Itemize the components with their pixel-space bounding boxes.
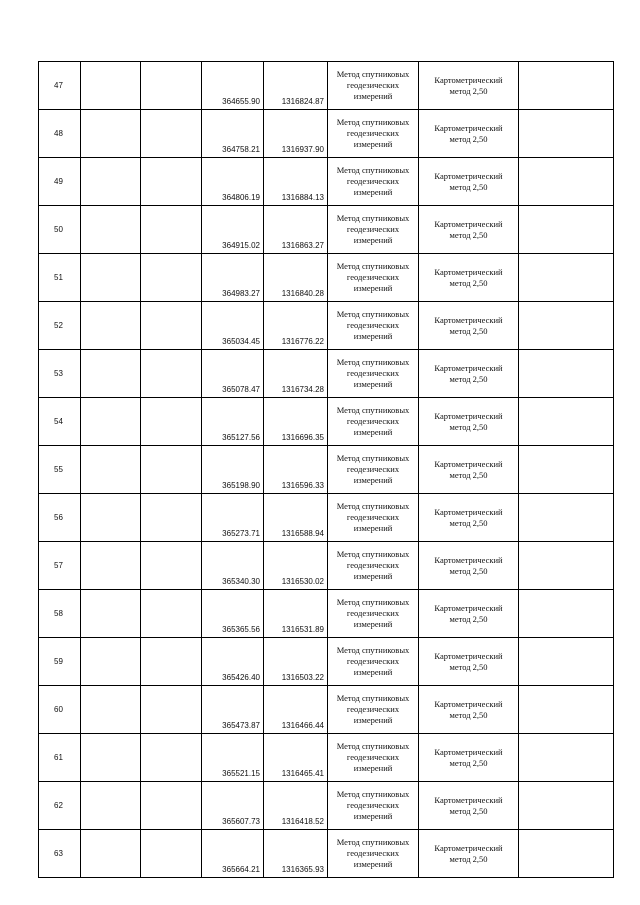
coordinate-x-cell: 365198.90	[202, 446, 264, 494]
empty-cell	[141, 62, 202, 110]
method-text-line: Метод спутниковых	[336, 405, 410, 415]
accuracy-text-line: Картометрический	[434, 650, 503, 661]
accuracy-text-line: Картометрический	[434, 266, 503, 277]
method-text-line: измерений	[353, 379, 393, 389]
method-cell	[328, 686, 419, 734]
coordinate-x-cell: 364655.90	[202, 62, 264, 110]
coordinate-x-cell: 364758.21	[202, 110, 264, 158]
method-text-line: Метод спутниковых	[336, 453, 410, 463]
empty-cell	[81, 542, 141, 590]
table-row	[39, 830, 614, 878]
accuracy-cell	[419, 206, 519, 254]
method-text-line: измерений	[353, 91, 393, 101]
table-body	[39, 62, 614, 878]
coordinate-x-cell: 365273.71	[202, 494, 264, 542]
coordinate-y-cell: 1316466.44	[264, 686, 328, 734]
empty-cell	[81, 782, 141, 830]
empty-cell	[519, 494, 614, 542]
accuracy-cell	[419, 638, 519, 686]
method-cell	[328, 638, 419, 686]
coordinate-x-cell: 365034.45	[202, 302, 264, 350]
point-number-cell: 62	[39, 782, 81, 830]
method-cell	[328, 398, 419, 446]
point-number-cell: 59	[39, 638, 81, 686]
accuracy-text-line: Картометрический	[434, 602, 503, 613]
method-text-line: Метод спутниковых	[336, 597, 410, 607]
empty-cell	[519, 254, 614, 302]
coordinate-x-cell: 364806.19	[202, 158, 264, 206]
coordinate-y-cell: 1316937.90	[264, 110, 328, 158]
empty-cell	[519, 158, 614, 206]
accuracy-cell	[419, 350, 519, 398]
point-number-cell: 63	[39, 830, 81, 878]
accuracy-text-line: метод 2,50	[449, 277, 488, 288]
empty-cell	[141, 494, 202, 542]
coordinate-x-cell: 364983.27	[202, 254, 264, 302]
method-cell	[328, 542, 419, 590]
accuracy-text-line: метод 2,50	[449, 565, 488, 576]
method-text-line: измерений	[353, 331, 393, 341]
method-cell	[328, 110, 419, 158]
point-number-cell: 52	[39, 302, 81, 350]
accuracy-text-line: метод 2,50	[449, 85, 488, 96]
method-text-line: измерений	[353, 763, 393, 773]
method-cell	[328, 302, 419, 350]
method-text-line: Метод спутниковых	[336, 165, 410, 175]
accuracy-text-line: метод 2,50	[449, 517, 488, 528]
method-text-line: геодезических	[346, 848, 400, 858]
accuracy-text-line: метод 2,50	[449, 133, 488, 144]
method-text-line: измерений	[353, 283, 393, 293]
method-text-line: геодезических	[346, 80, 400, 90]
method-text-line: измерений	[353, 571, 393, 581]
empty-cell	[519, 638, 614, 686]
table-row	[39, 782, 614, 830]
method-text-line: измерений	[353, 523, 393, 533]
coordinate-y-cell: 1316465.41	[264, 734, 328, 782]
method-text-line: Метод спутниковых	[336, 837, 410, 847]
accuracy-text-line: Картометрический	[434, 458, 503, 469]
method-text-line: геодезических	[346, 176, 400, 186]
table-row	[39, 302, 614, 350]
method-text-line: геодезических	[346, 752, 400, 762]
coordinate-x-cell: 365521.15	[202, 734, 264, 782]
table-row	[39, 158, 614, 206]
method-text-line: измерений	[353, 235, 393, 245]
method-text-line: Метод спутниковых	[336, 693, 410, 703]
point-number-cell: 61	[39, 734, 81, 782]
coordinate-x-cell: 365473.87	[202, 686, 264, 734]
accuracy-cell	[419, 590, 519, 638]
accuracy-text-line: метод 2,50	[449, 373, 488, 384]
accuracy-text-line: метод 2,50	[449, 469, 488, 480]
accuracy-text-line: метод 2,50	[449, 853, 488, 864]
method-text-line: Метод спутниковых	[336, 261, 410, 271]
empty-cell	[519, 830, 614, 878]
empty-cell	[519, 206, 614, 254]
coordinate-y-cell: 1316696.35	[264, 398, 328, 446]
point-number-cell: 51	[39, 254, 81, 302]
accuracy-text-line: метод 2,50	[449, 709, 488, 720]
coordinate-y-cell: 1316824.87	[264, 62, 328, 110]
accuracy-cell	[419, 494, 519, 542]
accuracy-text-line: метод 2,50	[449, 229, 488, 240]
accuracy-text-line: Картометрический	[434, 218, 503, 229]
method-text-line: измерений	[353, 715, 393, 725]
point-number-cell: 54	[39, 398, 81, 446]
point-number-cell: 57	[39, 542, 81, 590]
accuracy-cell	[419, 110, 519, 158]
coordinate-y-cell: 1316840.28	[264, 254, 328, 302]
empty-cell	[81, 254, 141, 302]
coordinate-y-cell: 1316863.27	[264, 206, 328, 254]
accuracy-text-line: Картометрический	[434, 170, 503, 181]
coordinate-x-cell: 365664.21	[202, 830, 264, 878]
accuracy-text-line: метод 2,50	[449, 181, 488, 192]
empty-cell	[141, 686, 202, 734]
accuracy-cell	[419, 830, 519, 878]
coordinate-y-cell: 1316884.13	[264, 158, 328, 206]
empty-cell	[141, 158, 202, 206]
table-row	[39, 254, 614, 302]
method-cell	[328, 782, 419, 830]
method-text-line: измерений	[353, 427, 393, 437]
empty-cell	[81, 734, 141, 782]
empty-cell	[141, 782, 202, 830]
method-text-line: геодезических	[346, 560, 400, 570]
empty-cell	[141, 590, 202, 638]
accuracy-cell	[419, 302, 519, 350]
table-row	[39, 542, 614, 590]
empty-cell	[519, 398, 614, 446]
empty-cell	[81, 686, 141, 734]
table-row	[39, 62, 614, 110]
method-text-line: измерений	[353, 859, 393, 869]
empty-cell	[81, 446, 141, 494]
method-cell	[328, 206, 419, 254]
empty-cell	[141, 542, 202, 590]
method-cell	[328, 494, 419, 542]
method-text-line: измерений	[353, 619, 393, 629]
method-text-line: геодезических	[346, 800, 400, 810]
accuracy-text-line: метод 2,50	[449, 613, 488, 624]
empty-cell	[141, 638, 202, 686]
coordinate-x-cell: 365340.30	[202, 542, 264, 590]
accuracy-text-line: Картометрический	[434, 698, 503, 709]
method-cell	[328, 350, 419, 398]
accuracy-cell	[419, 158, 519, 206]
coordinate-y-cell: 1316365.93	[264, 830, 328, 878]
method-text-line: Метод спутниковых	[336, 789, 410, 799]
accuracy-text-line: Картометрический	[434, 506, 503, 517]
method-text-line: Метод спутниковых	[336, 357, 410, 367]
empty-cell	[81, 350, 141, 398]
table-row	[39, 734, 614, 782]
point-number-cell: 60	[39, 686, 81, 734]
method-text-line: геодезических	[346, 224, 400, 234]
empty-cell	[81, 398, 141, 446]
table-row	[39, 110, 614, 158]
empty-cell	[141, 110, 202, 158]
point-number-cell: 49	[39, 158, 81, 206]
method-cell	[328, 254, 419, 302]
coordinate-x-cell: 364915.02	[202, 206, 264, 254]
table-row	[39, 446, 614, 494]
empty-cell	[519, 302, 614, 350]
accuracy-text-line: метод 2,50	[449, 325, 488, 336]
coordinate-y-cell: 1316530.02	[264, 542, 328, 590]
empty-cell	[141, 350, 202, 398]
table-row	[39, 206, 614, 254]
method-text-line: геодезических	[346, 464, 400, 474]
method-cell	[328, 158, 419, 206]
point-number-cell: 48	[39, 110, 81, 158]
method-text-line: Метод спутниковых	[336, 69, 410, 79]
empty-cell	[81, 590, 141, 638]
accuracy-text-line: Картометрический	[434, 74, 503, 85]
empty-cell	[519, 782, 614, 830]
table-row	[39, 638, 614, 686]
coordinate-x-cell: 365127.56	[202, 398, 264, 446]
table-row	[39, 494, 614, 542]
method-text-line: геодезических	[346, 416, 400, 426]
method-cell	[328, 446, 419, 494]
empty-cell	[519, 446, 614, 494]
method-text-line: геодезических	[346, 128, 400, 138]
empty-cell	[141, 302, 202, 350]
accuracy-text-line: Картометрический	[434, 362, 503, 373]
method-text-line: геодезических	[346, 320, 400, 330]
method-text-line: Метод спутниковых	[336, 741, 410, 751]
table-row	[39, 686, 614, 734]
accuracy-cell	[419, 446, 519, 494]
accuracy-text-line: метод 2,50	[449, 805, 488, 816]
method-text-line: измерений	[353, 667, 393, 677]
accuracy-cell	[419, 62, 519, 110]
point-number-cell: 58	[39, 590, 81, 638]
method-text-line: Метод спутниковых	[336, 549, 410, 559]
empty-cell	[141, 830, 202, 878]
empty-cell	[141, 398, 202, 446]
method-text-line: Метод спутниковых	[336, 309, 410, 319]
accuracy-text-line: метод 2,50	[449, 661, 488, 672]
empty-cell	[81, 494, 141, 542]
table-row	[39, 590, 614, 638]
method-cell	[328, 62, 419, 110]
accuracy-cell	[419, 398, 519, 446]
point-number-cell: 47	[39, 62, 81, 110]
method-text-line: геодезических	[346, 704, 400, 714]
method-text-line: геодезических	[346, 272, 400, 282]
empty-cell	[519, 110, 614, 158]
method-cell	[328, 830, 419, 878]
accuracy-cell	[419, 782, 519, 830]
empty-cell	[81, 638, 141, 686]
coordinate-y-cell: 1316596.33	[264, 446, 328, 494]
accuracy-text-line: Картометрический	[434, 842, 503, 853]
method-text-line: Метод спутниковых	[336, 501, 410, 511]
empty-cell	[81, 158, 141, 206]
coordinate-y-cell: 1316776.22	[264, 302, 328, 350]
accuracy-text-line: Картометрический	[434, 314, 503, 325]
empty-cell	[141, 206, 202, 254]
accuracy-cell	[419, 686, 519, 734]
empty-cell	[81, 62, 141, 110]
method-text-line: геодезических	[346, 512, 400, 522]
method-cell	[328, 590, 419, 638]
empty-cell	[519, 350, 614, 398]
point-number-cell: 53	[39, 350, 81, 398]
method-text-line: Метод спутниковых	[336, 645, 410, 655]
empty-cell	[81, 302, 141, 350]
accuracy-cell	[419, 542, 519, 590]
empty-cell	[141, 254, 202, 302]
coordinate-x-cell: 365365.56	[202, 590, 264, 638]
empty-cell	[519, 686, 614, 734]
empty-cell	[519, 62, 614, 110]
coordinate-y-cell: 1316531.89	[264, 590, 328, 638]
coordinate-y-cell: 1316418.52	[264, 782, 328, 830]
accuracy-text-line: Картометрический	[434, 794, 503, 805]
empty-cell	[519, 590, 614, 638]
coordinate-y-cell: 1316588.94	[264, 494, 328, 542]
point-number-cell: 55	[39, 446, 81, 494]
empty-cell	[519, 542, 614, 590]
method-cell	[328, 734, 419, 782]
method-text-line: геодезических	[346, 608, 400, 618]
coordinates-table	[38, 61, 614, 878]
accuracy-text-line: Картометрический	[434, 554, 503, 565]
empty-cell	[81, 206, 141, 254]
method-text-line: измерений	[353, 811, 393, 821]
point-number-cell: 50	[39, 206, 81, 254]
point-number-cell: 56	[39, 494, 81, 542]
coordinate-x-cell: 365607.73	[202, 782, 264, 830]
empty-cell	[141, 446, 202, 494]
method-text-line: геодезических	[346, 656, 400, 666]
method-text-line: Метод спутниковых	[336, 117, 410, 127]
method-text-line: измерений	[353, 187, 393, 197]
accuracy-text-line: Картометрический	[434, 410, 503, 421]
coordinate-y-cell: 1316734.28	[264, 350, 328, 398]
empty-cell	[81, 110, 141, 158]
accuracy-text-line: метод 2,50	[449, 421, 488, 432]
coordinate-x-cell: 365426.40	[202, 638, 264, 686]
table-row	[39, 350, 614, 398]
accuracy-text-line: Картометрический	[434, 746, 503, 757]
table-row	[39, 398, 614, 446]
method-text-line: Метод спутниковых	[336, 213, 410, 223]
method-text-line: геодезических	[346, 368, 400, 378]
accuracy-text-line: метод 2,50	[449, 757, 488, 768]
accuracy-cell	[419, 254, 519, 302]
coordinate-x-cell: 365078.47	[202, 350, 264, 398]
accuracy-cell	[419, 734, 519, 782]
method-text-line: измерений	[353, 139, 393, 149]
empty-cell	[81, 830, 141, 878]
method-text-line: измерений	[353, 475, 393, 485]
coordinate-y-cell: 1316503.22	[264, 638, 328, 686]
empty-cell	[141, 734, 202, 782]
empty-cell	[519, 734, 614, 782]
accuracy-text-line: Картометрический	[434, 122, 503, 133]
